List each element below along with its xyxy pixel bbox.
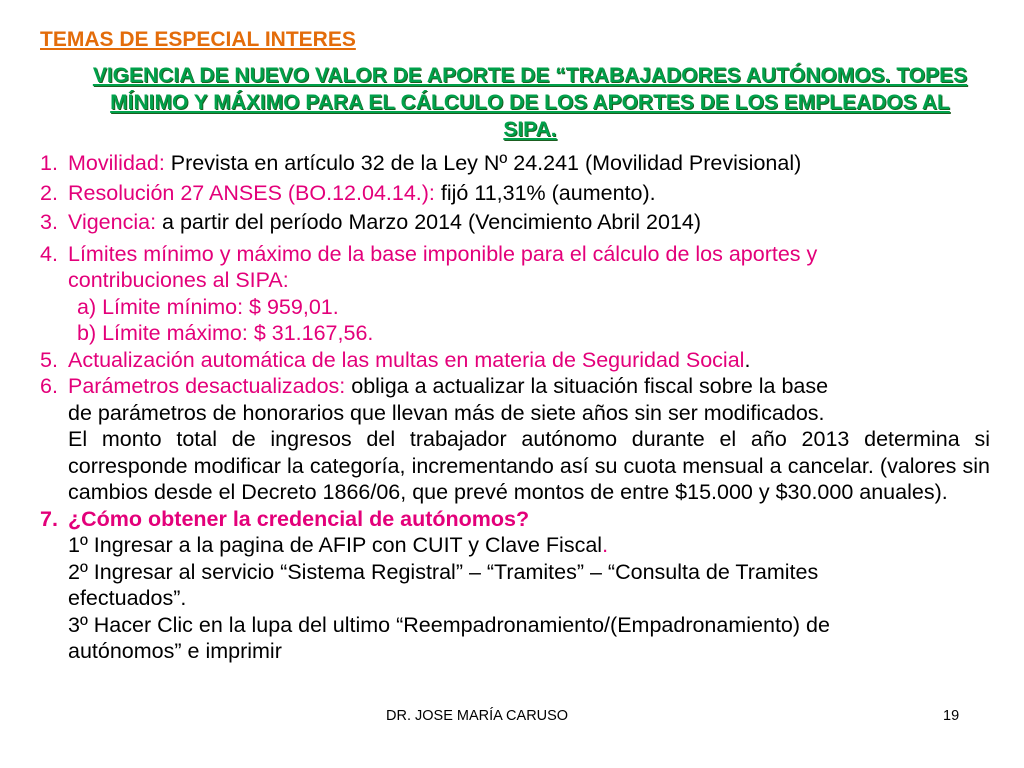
item-text-line1: obliga a actualizar la situación fiscal sobre la base xyxy=(345,374,829,398)
list-item-7 xyxy=(40,506,990,665)
item-number: 7. xyxy=(40,506,58,531)
item-paragraph: El monto total de ingresos del trabajador autónomo durante el año 2013 determina si corresponde modificar la categoría, incrementando así su cuota mensual a cancelar. (valores sin cambios desde el Decreto 1866/06, que prevé montos de entre $15.000 y $30.000 anuales). xyxy=(68,427,990,504)
item-text: Prevista en artículo 32 de la Ley Nº 24.241 (Movilidad Previsional) xyxy=(164,151,802,175)
list-item-3 xyxy=(40,209,990,236)
step-3-line2: autónomos” e imprimir xyxy=(68,639,282,663)
limit-min: a) Límite mínimo: $ 959,01. xyxy=(77,294,339,319)
slide-subtitle: VIGENCIA DE NUEVO VALOR DE APORTE DE “TRABAJADORES AUTÓNOMOS. TOPES MÍNIMO Y MÁXIMO PARA EL CÁLCULO DE LOS APORTES DE LOS EMPLEADOS AL SIPA. xyxy=(92,64,968,141)
item-label: Parámetros desactualizados: xyxy=(68,374,346,398)
slide-title: TEMAS DE ESPECIAL INTERES xyxy=(40,28,356,51)
step-1: 1º Ingresar a la pagina de AFIP con CUIT y Clave Fiscal. xyxy=(68,533,609,557)
step-3-line1: 3º Hacer Clic en la lupa del ultimo “Reempadronamiento/(Empadronamiento) de xyxy=(68,612,830,637)
item-number: 1. xyxy=(40,151,58,175)
item-end: . xyxy=(744,347,751,372)
item-text-line2: de parámetros de honorarios que llevan más de siete años sin ser modificados. xyxy=(68,400,825,425)
item-label: ¿Cómo obtener la credencial de autónomos? xyxy=(68,506,530,531)
footer-author: DR. JOSE MARÍA CARUSO xyxy=(386,708,569,724)
list-item-1 xyxy=(40,150,990,177)
item-number: 5. xyxy=(40,347,58,372)
list-item-2 xyxy=(40,180,990,207)
list-item-5 xyxy=(40,347,990,374)
slide-body xyxy=(40,150,990,665)
item-number: 6. xyxy=(40,374,58,398)
list-item-6 xyxy=(40,373,990,506)
page-number: 19 xyxy=(943,708,960,724)
item-text: a partir del período Marzo 2014 (Vencimiento Abril 2014) xyxy=(156,210,702,234)
item-text-line2: contribuciones al SIPA: xyxy=(68,268,289,292)
item-label: Vigencia: xyxy=(68,210,157,234)
step-2-line1: 2º Ingresar al servicio “Sistema Registral” – “Tramites” – “Consulta de Tramites xyxy=(68,559,819,584)
item-label: Resolución 27 ANSES (BO.12.04.14.): xyxy=(68,180,435,205)
item-text-line1: Límites mínimo y máximo de la base imponible para el cálculo de los aportes y xyxy=(68,241,818,266)
item-text: Actualización automática de las multas en materia de Seguridad Social xyxy=(68,347,745,372)
item-number: 3. xyxy=(40,210,58,234)
step-2-line2: efectuados”. xyxy=(68,586,187,610)
item-number: 4. xyxy=(40,241,58,266)
item-text: fijó 11,31% (aumento). xyxy=(434,180,656,205)
item-number: 2. xyxy=(40,180,58,205)
limit-max: b) Límite máximo: $ 31.167,56. xyxy=(77,321,374,345)
list-item-4 xyxy=(40,241,990,347)
item-label: Movilidad: xyxy=(68,151,165,175)
